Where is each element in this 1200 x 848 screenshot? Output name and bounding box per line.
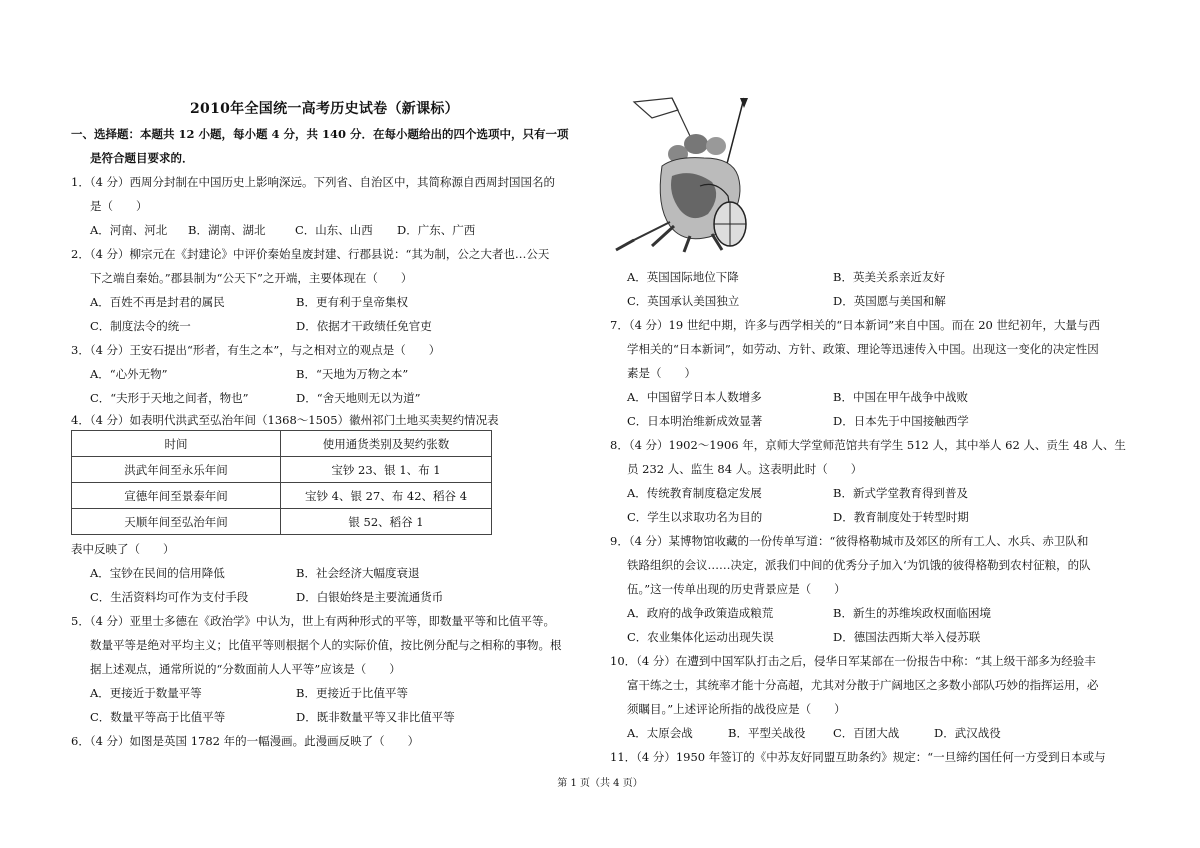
q2-stem-line2: 下之端自秦始。”郡县制为“公天下”之开端，主要体现在（ ） bbox=[90, 271, 413, 285]
q2-option-a: A．百姓不再是封君的属民 bbox=[90, 295, 225, 309]
page-footer: 第 1 页（共 4 页） bbox=[557, 778, 643, 789]
q10-option-c: C．百团大战 bbox=[833, 726, 900, 740]
q1-option-d: D．广东、广西 bbox=[397, 223, 476, 237]
q8-option-b: B．新式学堂教育得到普及 bbox=[833, 486, 968, 500]
q4-option-b: B．社会经济大幅度衰退 bbox=[296, 566, 420, 580]
table-cell: 洪武年间至永乐年间 bbox=[72, 457, 281, 483]
q3-option-a: A．“心外无物” bbox=[90, 367, 168, 381]
q1-stem-line1: 1．（4 分）西周分封制在中国历史上影响深远。下列省、自治区中，其简称源自西周封国国名的 bbox=[71, 175, 556, 189]
q5-option-a: A．更接近于数量平等 bbox=[90, 686, 202, 700]
q1-option-a: A．河南、河北 bbox=[90, 223, 168, 237]
table-header-cell: 时间 bbox=[72, 431, 281, 457]
table-header-row bbox=[72, 431, 492, 457]
table-row bbox=[72, 457, 492, 483]
q6-stem-line1: 6．（4 分）如图是英国 1782 年的一幅漫画。此漫画反映了（ ） bbox=[71, 734, 420, 748]
q2-option-b: B．更有利于皇帝集权 bbox=[296, 295, 408, 309]
table-cell: 宣德年间至景泰年间 bbox=[72, 483, 281, 509]
q4-option-c: C．生活资料均可作为支付手段 bbox=[90, 590, 249, 604]
contract-table bbox=[71, 430, 492, 535]
q10-stem-line1: 10．（4 分）在遭到中国军队打击之后，侵华日军某部在一份报告中称：“其上级干部多为经验丰 bbox=[610, 654, 1096, 668]
section-heading-line2: 是符合题目要求的． bbox=[90, 151, 194, 165]
q7-option-b: B．中国在甲午战争中战败 bbox=[833, 390, 968, 404]
table-row bbox=[72, 509, 492, 535]
q8-option-a: A．传统教育制度稳定发展 bbox=[627, 486, 762, 500]
q10-stem-line2: 富干练之士，其统率才能十分高超，尤其对分散于广阔地区之多数小部队巧妙的指挥运用，必 bbox=[627, 678, 1099, 692]
table-cell: 宝钞 23、银 1、布 1 bbox=[281, 457, 492, 483]
table-header-cell: 使用通货类别及契约张数 bbox=[281, 431, 492, 457]
q5-option-c: C．数量平等高于比值平等 bbox=[90, 710, 226, 724]
q8-stem-line2: 员 232 人、监生 84 人。这表明此时（ ） bbox=[627, 462, 863, 476]
q7-option-a: A．中国留学日本人数增多 bbox=[627, 390, 762, 404]
q7-stem-line1: 7．（4 分）19 世纪中期，许多与西学相关的“日本新词”来自中国。而在 20 世纪初年，大量与西 bbox=[610, 318, 1101, 332]
q7-stem-line3: 素是（ ） bbox=[627, 366, 696, 380]
q6-option-c: C．英国承认美国独立 bbox=[627, 294, 740, 308]
cartoon-illustration bbox=[612, 96, 754, 256]
q8-stem-line1: 8．（4 分）1902～1906 年，京师大学堂师范馆共有学生 512 人，其中举人 62 人、贡生 48 人、生 bbox=[610, 438, 1126, 452]
q9-option-d: D．德国法西斯大举入侵苏联 bbox=[833, 630, 981, 644]
q5-stem-line3: 据上述观点，通常所说的“分数面前人人平等”应该是（ ） bbox=[90, 662, 401, 676]
q9-option-a: A．政府的战争政策造成粮荒 bbox=[627, 606, 774, 620]
q7-option-d: D．日本先于中国接触西学 bbox=[833, 414, 969, 428]
q5-option-d: D．既非数量平等又非比值平等 bbox=[296, 710, 455, 724]
q11-stem-line1: 11．（4 分）1950 年签订的《中苏友好同盟互助条约》规定：“一旦缔约国任何一方受到日本或与 bbox=[610, 750, 1106, 764]
q10-stem-line3: 须瞩目。”上述评论所指的战役应是（ ） bbox=[627, 702, 846, 716]
q4-stem-line2: 表中反映了（ ） bbox=[71, 542, 175, 556]
q6-option-d: D．英国愿与美国和解 bbox=[833, 294, 946, 308]
q5-stem-line2: 数量平等是绝对平均主义；比值平等则根据个人的实际价值，按比例分配与之相称的事物。根 bbox=[90, 638, 562, 652]
q7-stem-line2: 学相关的“日本新词”，如劳动、方针、政策、理论等迅速传入中国。出现这一变化的决定性因 bbox=[627, 342, 1099, 356]
q1-option-c: C．山东、山西 bbox=[295, 223, 373, 237]
q3-option-c: C．“夫形于天地之间者，物也” bbox=[90, 391, 249, 405]
q7-option-c: C．日本明治维新成效显著 bbox=[627, 414, 763, 428]
page-title: 2010年全国统一高考历史试卷（新课标） bbox=[190, 101, 459, 117]
q4-option-d: D．白银始终是主要流通货币 bbox=[296, 590, 444, 604]
q2-stem-line1: 2．（4 分）柳宗元在《封建论》中评价秦始皇废封建、行郡县说：“其为制，公之大者也…公天 bbox=[71, 247, 550, 261]
q4-option-a: A．宝钞在民间的信用降低 bbox=[90, 566, 225, 580]
q3-stem-line1: 3．（4 分）王安石提出“形者，有生之本”，与之相对立的观点是（ ） bbox=[71, 343, 441, 357]
q9-option-b: B．新生的苏维埃政权面临困境 bbox=[833, 606, 991, 620]
q1-option-b: B．湖南、湖北 bbox=[188, 223, 266, 237]
q4-stem-line1: 4．（4 分）如表明代洪武至弘治年间（1368～1505）徽州祁门土地买卖契约情况表 bbox=[71, 413, 499, 427]
q5-option-b: B．更接近于比值平等 bbox=[296, 686, 408, 700]
q10-option-a: A．太原会战 bbox=[627, 726, 693, 740]
section-heading-line1: 一、选择题：本题共 12 小题，每小题 4 分，共 140 分．在每小题给出的四个选项中，只有一项 bbox=[71, 127, 569, 141]
q3-option-b: B．“天地为万物之本” bbox=[296, 367, 409, 381]
q8-option-d: D．教育制度处于转型时期 bbox=[833, 510, 969, 524]
table-cell: 银 52、稻谷 1 bbox=[281, 509, 492, 535]
q3-option-d: D．“舍天地则无以为道” bbox=[296, 391, 421, 405]
q6-option-b: B．英美关系亲近友好 bbox=[833, 270, 945, 284]
q9-stem-line1: 9．（4 分）某博物馆收藏的一份传单写道：“彼得格勒城市及郊区的所有工人、水兵、赤卫队和 bbox=[610, 534, 1089, 548]
table-cell: 宝钞 4、银 27、布 42、稻谷 4 bbox=[281, 483, 492, 509]
q5-stem-line1: 5．（4 分）亚里士多德在《政治学》中认为，世上有两种形式的平等，即数量平等和比值平等。 bbox=[71, 614, 556, 628]
q2-option-c: C．制度法令的统一 bbox=[90, 319, 191, 333]
q9-stem-line3: 伍。”这一传单出现的历史背景应是（ ） bbox=[627, 582, 846, 596]
table-row bbox=[72, 483, 492, 509]
q9-option-c: C．农业集体化运动出现失误 bbox=[627, 630, 774, 644]
table-cell: 天顺年间至弘治年间 bbox=[72, 509, 281, 535]
q6-option-a: A．英国国际地位下降 bbox=[627, 270, 739, 284]
q8-option-c: C．学生以求取功名为目的 bbox=[627, 510, 763, 524]
q10-option-d: D．武汉战役 bbox=[934, 726, 1001, 740]
q2-option-d: D．依据才干政绩任免官吏 bbox=[296, 319, 432, 333]
q9-stem-line2: 铁路组织的会议……决定，派我们中间的优秀分子加入‘为饥饿的彼得格勒到农村征粮，的队 bbox=[627, 558, 1091, 572]
q1-stem-line2: 是（ ） bbox=[90, 199, 148, 213]
q10-option-b: B．平型关战役 bbox=[728, 726, 806, 740]
